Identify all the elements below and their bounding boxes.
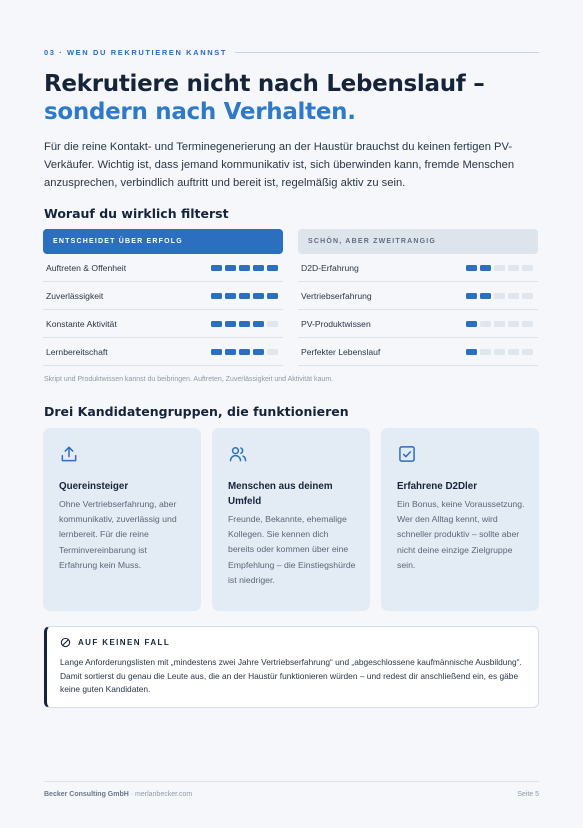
candidate-card-title: Menschen aus deinem Umfeld xyxy=(228,481,333,507)
filter-row-label: Lernbereitschaft xyxy=(46,346,108,357)
groups-heading: Drei Kandidatengruppen, die funktionieren xyxy=(44,404,349,419)
section-eyebrow xyxy=(44,48,539,57)
rating-segment-empty xyxy=(494,321,505,327)
checkbox-icon xyxy=(397,444,417,464)
page-title xyxy=(44,70,539,126)
rating-segment-filled xyxy=(480,265,491,271)
rating-segment-filled xyxy=(267,265,278,271)
filter-row xyxy=(298,338,538,366)
filter-column-decisive xyxy=(43,229,283,366)
page-footer xyxy=(44,781,539,798)
rating-segment-filled xyxy=(225,321,236,327)
warning-body: Lange Anforderungslisten mit „mindestens zwei Jahre Vertriebserfahrung“ und „abgeschlossene kaufmännische Ausbildung“. Damit sortierst du genau die Leute aus, die an der Haustür funktionieren würden – und redest dir anschließend ein, es gäbe keine guten Kandidaten. xyxy=(60,657,522,694)
filter-row-label: Auftreten & Offenheit xyxy=(46,262,127,273)
rating-segment-filled xyxy=(267,293,278,299)
upload-icon xyxy=(59,444,79,464)
filter-row-label: Zuverlässigkeit xyxy=(46,290,104,301)
rating-segment-filled xyxy=(239,293,250,299)
filter-column-decisive-rows xyxy=(43,254,283,366)
filter-row xyxy=(43,254,283,282)
rating-bar xyxy=(466,321,535,327)
filter-column-secondary xyxy=(298,229,538,366)
rating-segment-filled xyxy=(225,349,236,355)
rating-segment-filled xyxy=(466,349,477,355)
candidate-card-experienced xyxy=(381,428,539,611)
rating-segment-filled xyxy=(211,265,222,271)
rating-bar xyxy=(466,293,535,299)
filter-column-decisive-header: ENTSCHEIDET ÜBER ERFOLG xyxy=(43,229,283,254)
eyebrow-divider xyxy=(235,52,539,53)
rating-bar xyxy=(211,293,280,299)
rating-segment-filled xyxy=(225,293,236,299)
prohibited-icon xyxy=(60,637,71,648)
rating-segment-empty xyxy=(522,321,533,327)
filter-row-label: Perfekter Lebenslauf xyxy=(301,346,381,357)
filter-column-secondary-header: SCHÖN, ABER ZWEITRANGIG xyxy=(298,229,538,254)
filter-row xyxy=(298,310,538,338)
rating-segment-filled xyxy=(211,293,222,299)
candidate-card-body: Ohne Vertriebserfahrung, aber kommunikativ, zuverlässig und lernbereit. Für die reine Terminvereinbarung ist Erfahrung kein Muss. xyxy=(59,499,177,570)
rating-bar xyxy=(466,265,535,271)
filter-row-label: D2D-Erfahrung xyxy=(301,262,359,273)
rating-segment-filled xyxy=(466,321,477,327)
candidate-card-personal-network xyxy=(212,428,370,611)
rating-segment-empty xyxy=(508,349,519,355)
candidate-card-body: Ein Bonus, keine Voraussetzung. Wer den Alltag kennt, wird schneller produktiv – sollte aber nicht deine einzige Zielgruppe sein. xyxy=(397,499,525,570)
rating-segment-filled xyxy=(239,265,250,271)
title-line-2: sondern nach Verhalten. xyxy=(44,99,356,125)
rating-segment-filled xyxy=(239,321,250,327)
rating-segment-empty xyxy=(494,265,505,271)
rating-segment-filled xyxy=(480,293,491,299)
candidate-card-title: Erfahrene D2Dler xyxy=(397,481,478,492)
rating-segment-filled xyxy=(239,349,250,355)
warning-header xyxy=(60,637,524,648)
rating-segment-empty xyxy=(494,349,505,355)
rating-bar xyxy=(466,349,535,355)
rating-segment-empty xyxy=(522,265,533,271)
filter-row xyxy=(43,282,283,310)
rating-segment-filled xyxy=(211,349,222,355)
people-icon xyxy=(228,444,248,464)
rating-segment-empty xyxy=(267,349,278,355)
rating-segment-filled xyxy=(253,293,264,299)
rating-segment-empty xyxy=(522,293,533,299)
rating-segment-filled xyxy=(211,321,222,327)
footer-company: Becker Consulting GmbH xyxy=(44,791,129,798)
candidate-card-title: Quereinsteiger xyxy=(59,481,129,492)
rating-bar xyxy=(211,265,280,271)
rating-segment-filled xyxy=(253,349,264,355)
warning-box xyxy=(44,626,539,708)
warning-title: AUF KEINEN FALL xyxy=(78,638,171,647)
footer-separator: · xyxy=(128,791,136,798)
rating-segment-empty xyxy=(267,321,278,327)
rating-segment-filled xyxy=(253,321,264,327)
rating-segment-empty xyxy=(508,265,519,271)
rating-segment-empty xyxy=(494,293,505,299)
footer-left xyxy=(44,791,192,798)
rating-segment-filled xyxy=(253,265,264,271)
filter-row-label: Konstante Aktivität xyxy=(46,318,117,329)
filter-row xyxy=(298,282,538,310)
candidate-card-body: Freunde, Bekannte, ehemalige Kollegen. Sie kennen dich bereits oder kommen über eine Empfehlung – die Einstiegshürde ist niedriger. xyxy=(228,514,356,585)
rating-segment-filled xyxy=(466,293,477,299)
intro-paragraph: Für die reine Kontakt- und Terminegenerierung an der Haustür brauchst du keinen fertigen PV-Verkäufer. Wichtig ist, dass jemand kommunikativ ist, sich überwinden kann, fremde Menschen anzusprechen, verbindlich auftritt und bereit ist, regelmäßig aktiv zu sein. xyxy=(44,141,515,189)
filter-row xyxy=(43,310,283,338)
candidate-card-career-changers xyxy=(43,428,201,611)
title-line-1: Rekrutiere nicht nach Lebenslauf – xyxy=(44,71,485,97)
filter-row xyxy=(298,254,538,282)
eyebrow-text: 03 · WEN DU REKRUTIEREN KANNST xyxy=(44,48,228,57)
footer-page-number: Seite 5 xyxy=(517,791,539,798)
filter-row-label: Vertriebserfahrung xyxy=(301,290,372,301)
filter-row xyxy=(43,338,283,366)
rating-segment-filled xyxy=(466,265,477,271)
rating-segment-empty xyxy=(480,321,491,327)
rating-bar xyxy=(211,321,280,327)
filter-footnote: Skript und Produktwissen kannst du beibringen. Auftreten, Zuverlässigkeit und Aktivität kaum. xyxy=(44,376,334,383)
rating-segment-filled xyxy=(225,265,236,271)
rating-segment-empty xyxy=(508,321,519,327)
footer-website: merlanbecker.com xyxy=(135,791,193,798)
filter-column-secondary-rows xyxy=(298,254,538,366)
rating-segment-empty xyxy=(522,349,533,355)
rating-bar xyxy=(211,349,280,355)
filter-row-label: PV-Produktwissen xyxy=(301,318,371,329)
rating-segment-empty xyxy=(508,293,519,299)
rating-segment-empty xyxy=(480,349,491,355)
filter-heading: Worauf du wirklich filterst xyxy=(44,206,229,221)
